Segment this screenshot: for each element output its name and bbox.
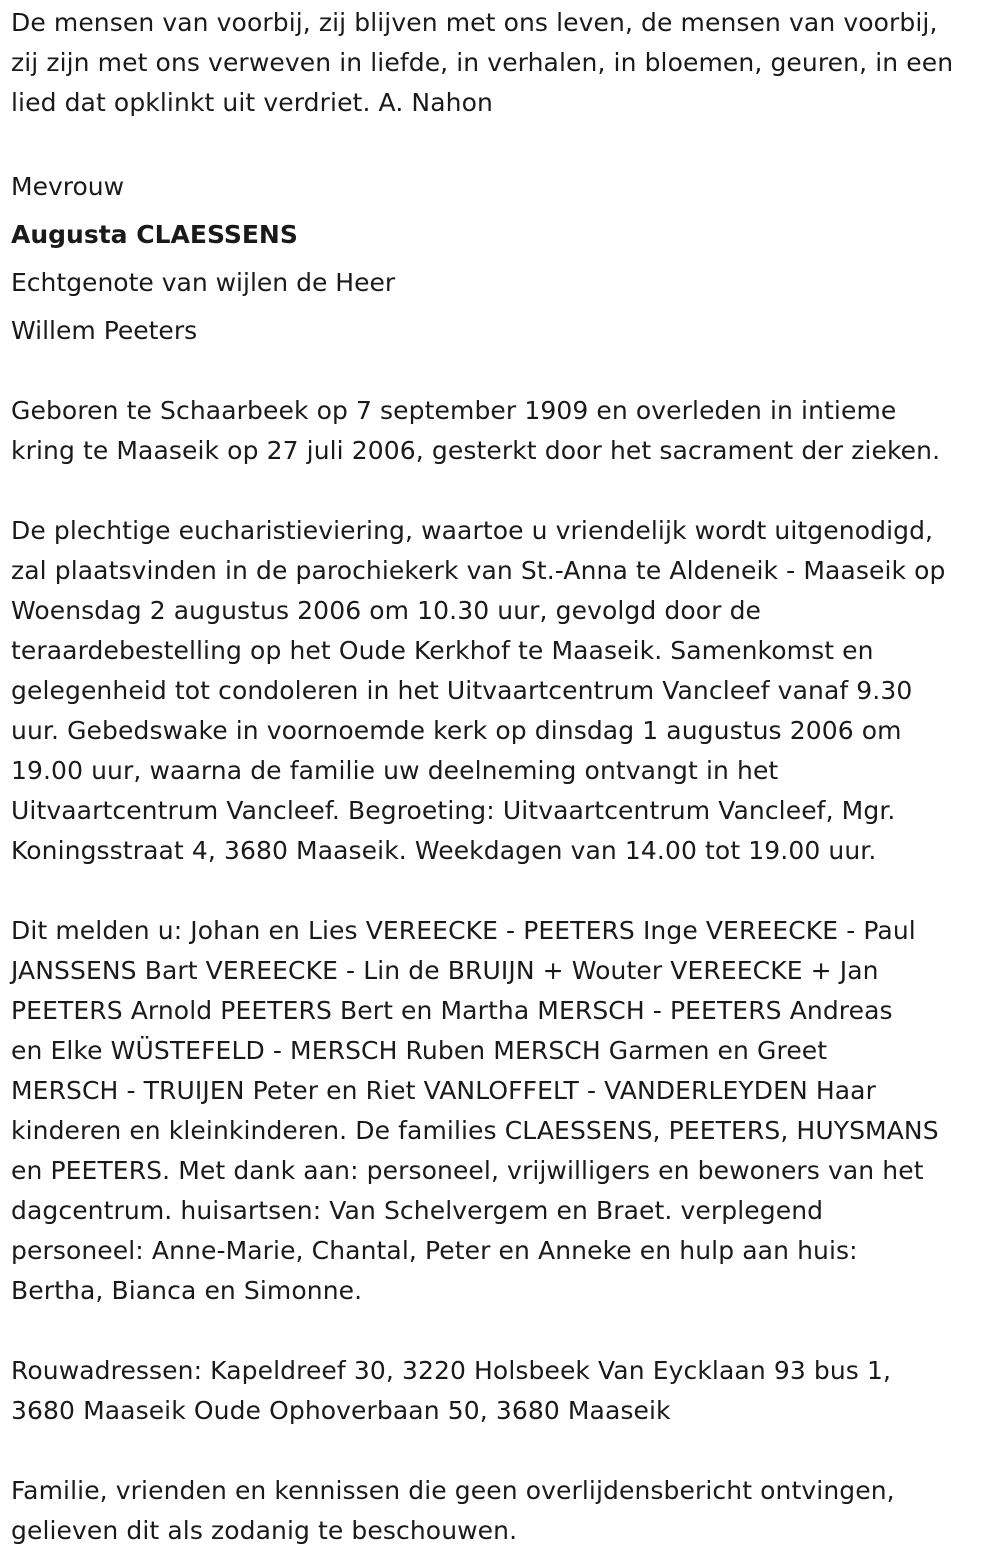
family-paragraph	[11, 911, 976, 1311]
deceased-relation: Echtgenote van wijlen de Heer	[11, 268, 396, 297]
text-line: Rouwadressen: Kapeldreef 30, 3220 Holsbeek Van Eycklaan 93 bus 1,	[11, 1356, 892, 1385]
deceased-name: Augusta CLAESSENS	[11, 220, 298, 249]
text-line: teraardebestelling op het Oude Kerkhof te Maaseik. Samenkomst en	[11, 636, 874, 665]
text-line: Koningsstraat 4, 3680 Maaseik. Weekdagen van 14.00 tot 19.00 uur.	[11, 836, 877, 865]
quote-line: zij zijn met ons verweven in liefde, in verhalen, in bloemen, geuren, in een	[11, 48, 954, 77]
text-line: Bertha, Bianca en Simonne.	[11, 1276, 363, 1305]
text-line: 19.00 uur, waarna de familie uw deelneming ontvangt in het	[11, 756, 779, 785]
text-line: dagcentrum. huisartsen: Van Schelvergem en Braet. verplegend	[11, 1196, 824, 1225]
spacer	[11, 1431, 976, 1471]
text-line: 3680 Maaseik Oude Ophoverbaan 50, 3680 Maaseik	[11, 1396, 671, 1425]
opening-quote	[11, 0, 976, 123]
text-line: Uitvaartcentrum Vancleef. Begroeting: Uitvaartcentrum Vancleef, Mgr.	[11, 796, 896, 825]
text-line: De plechtige eucharistieviering, waartoe u vriendelijk wordt uitgenodigd,	[11, 516, 934, 545]
spacer	[11, 355, 976, 391]
text-line: kring te Maaseik op 27 juli 2006, gesterkt door het sacrament der zieken.	[11, 436, 941, 465]
ceremony-paragraph	[11, 511, 976, 871]
spacer	[11, 123, 976, 163]
text-line: Geboren te Schaarbeek op 7 september 1909 en overleden in intieme	[11, 396, 897, 425]
spacer	[11, 471, 976, 511]
text-line: JANSSENS Bart VEREECKE - Lin de BRUIJN + Wouter VEREECKE + Jan	[11, 956, 879, 985]
text-line: personeel: Anne-Marie, Chantal, Peter en Anneke en hulp aan huis:	[11, 1236, 858, 1265]
addresses-paragraph	[11, 1351, 976, 1431]
deceased-title: Mevrouw	[11, 172, 125, 201]
spacer	[11, 1311, 976, 1351]
text-line: gelieven dit als zodanig te beschouwen.	[11, 1516, 518, 1545]
spacer	[11, 871, 976, 911]
text-line: MERSCH - TRUIJEN Peter en Riet VANLOFFELT - VANDERLEYDEN Haar	[11, 1076, 876, 1105]
text-line: zal plaatsvinden in de parochiekerk van St.-Anna te Aldeneik - Maaseik op	[11, 556, 946, 585]
text-line: uur. Gebedswake in voornoemde kerk op dinsdag 1 augustus 2006 om	[11, 716, 902, 745]
quote-line: lied dat opklinkt uit verdriet. A. Nahon	[11, 88, 493, 117]
deceased-block	[11, 163, 976, 355]
birth-death-paragraph	[11, 391, 976, 471]
text-line: kinderen en kleinkinderen. De families CLAESSENS, PEETERS, HUYSMANS	[11, 1116, 939, 1145]
text-line: en Elke WÜSTEFELD - MERSCH Ruben MERSCH Garmen en Greet	[11, 1036, 828, 1065]
text-line: Familie, vrienden en kennissen die geen overlijdensbericht ontvingen,	[11, 1476, 895, 1505]
quote-line: De mensen van voorbij, zij blijven met ons leven, de mensen van voorbij,	[11, 8, 938, 37]
text-line: gelegenheid tot condoleren in het Uitvaartcentrum Vancleef vanaf 9.30	[11, 676, 913, 705]
deceased-spouse: Willem Peeters	[11, 316, 198, 345]
text-line: PEETERS Arnold PEETERS Bert en Martha MERSCH - PEETERS Andreas	[11, 996, 893, 1025]
text-line: en PEETERS. Met dank aan: personeel, vrijwilligers en bewoners van het	[11, 1156, 924, 1185]
text-line: Dit melden u: Johan en Lies VEREECKE - PEETERS Inge VEREECKE - Paul	[11, 916, 916, 945]
text-line: Woensdag 2 augustus 2006 om 10.30 uur, gevolgd door de	[11, 596, 762, 625]
closing-paragraph	[11, 1471, 976, 1551]
